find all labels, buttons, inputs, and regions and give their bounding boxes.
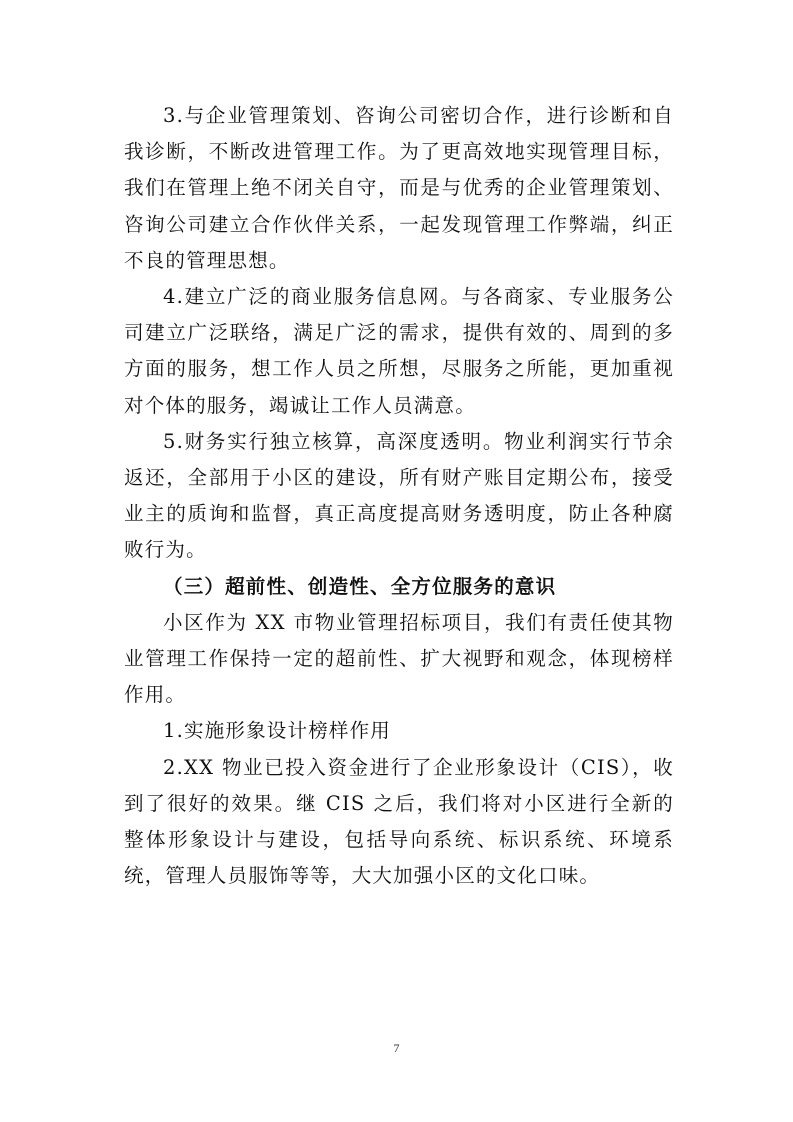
- page-number: 7: [393, 1041, 400, 1055]
- paragraph-4-business-service-network: 4.建立广泛的商业服务信息网。与各商家、专业服务公司建立广泛联络，满足广泛的需求，提供有效的、周到的多方面的服务，想工作人员之所想，尽服务之所能，更加重视对个体的服务，竭诚让工作人员满意。: [124, 285, 674, 417]
- page-body: [124, 98, 674, 894]
- section-heading-three: （三）超前性、创造性、全方位服务的意识: [163, 574, 557, 598]
- paragraph-2-cis-design: 2.XX 物业已投入资金进行了企业形象设计（CIS），收到了很好的效果。继 CIS 之后，我们将对小区进行全新的整体形象设计与建设，包括导向系统、标识系统、环境系统，管理人员服饰等等，大大加强小区的文化口味。: [124, 755, 674, 888]
- paragraph-3-consulting-cooperation: 3.与企业管理策划、咨询公司密切合作，进行诊断和自我诊断，不断改进管理工作。为了更高效地实现管理目标，我们在管理上绝不闭关自守，而是与优秀的企业管理策划、咨询公司建立合作伙伴关系，一起发现管理工作弊端，纠正不良的管理思想。: [124, 104, 674, 272]
- paragraph-section-intro: 小区作为 XX 市物业管理招标项目，我们有责任使其物业管理工作保持一定的超前性、扩大视野和观念，体现榜样作用。: [124, 610, 674, 707]
- paragraph-1-image-design: 1.实施形象设计榜样作用: [163, 719, 392, 743]
- paragraph-5-financial-transparency: 5.财务实行独立核算，高深度透明。物业利润实行节余返还，全部用于小区的建设，所有财产账目定期公布，接受业主的质询和监督，真正高度提高财务透明度，防止各种腐败行为。: [124, 429, 674, 562]
